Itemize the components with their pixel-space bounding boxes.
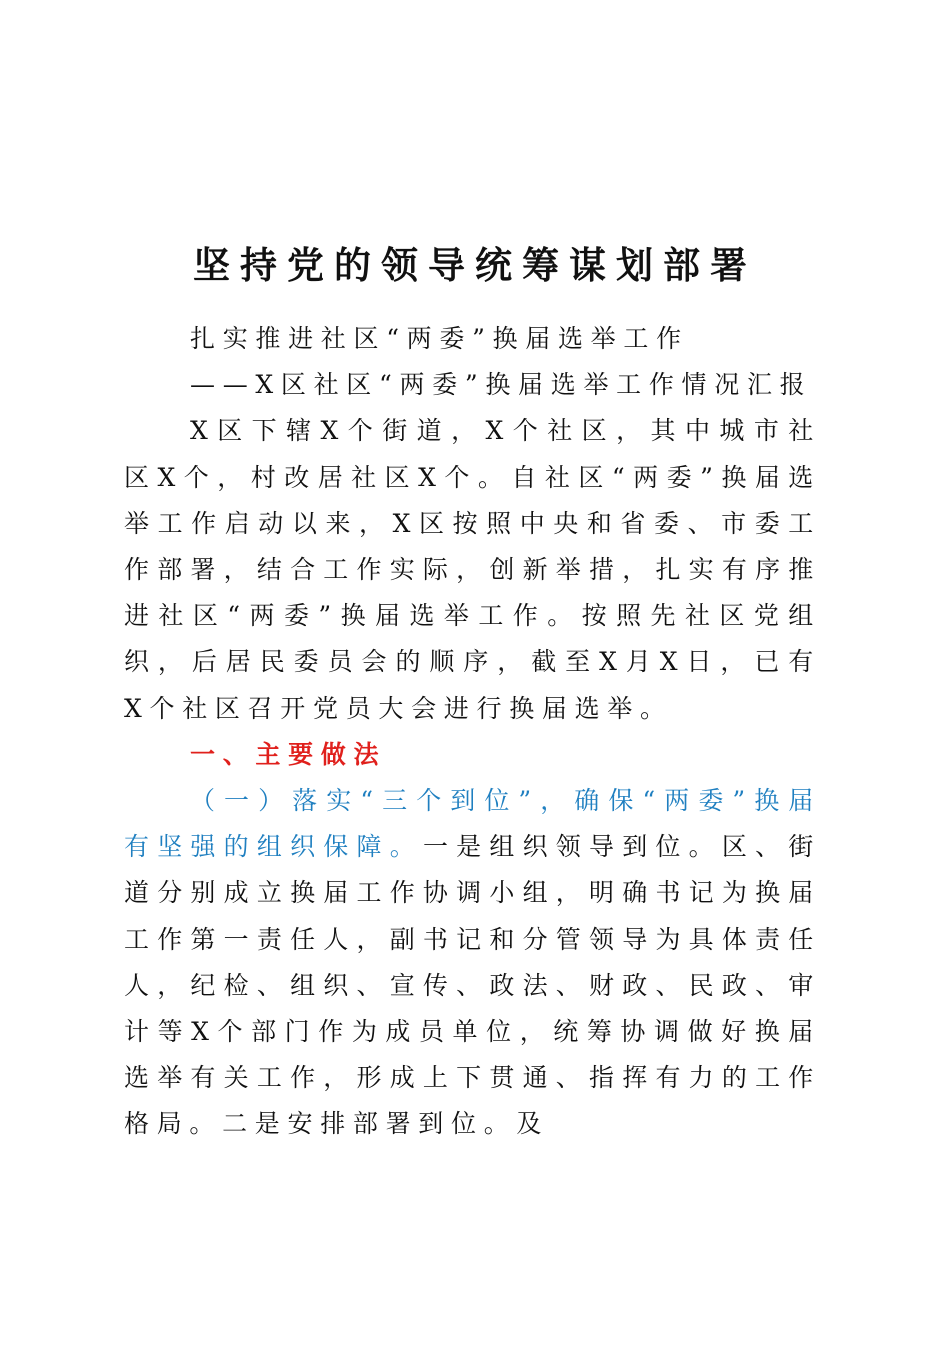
subsection-body: 一是组织领导到位。区、街道分别成立换届工作协调小组，明确书记为换届工作第一责任人，副书记和分管领导为具体责任人，纪检、组织、宣传、政法、财政、民政、审计等X个部门作为成员单位，统筹协调做好换届选举有关工作，形成上下贯通、指挥有力的工作格局。二是安排部署到位。及 [124,832,821,1139]
section-heading: 一、主要做法 [190,739,387,769]
subtitle-line-1: 扎实推进社区“两委”换届选举工作 [190,324,689,353]
intro-paragraph: X区下辖X个街道，X个社区，其中城市社区X个，村改居社区X个。自社区“两委”换届选举工作启动以来，X区按照中央和省委、市委工作部署，结合工作实际，创新举措，扎实有序推进社区“两委”换届选举工作。按照先社区党组织，后居民委员会的顺序，截至X月X日，已有X个社区召开党员大会进行换届选举。 [124,416,821,723]
document-body [124,316,821,1148]
document-title: 坚持党的领导统筹谋划部署 [193,244,757,287]
subsection-heading: （一）落实“三个到位”，确保“两委”换届有坚强的组织保障。 [124,786,821,862]
subsection-paragraph [124,778,821,1148]
subtitle-line-2: ——X区社区“两委”换届选举工作情况汇报 [190,370,813,400]
